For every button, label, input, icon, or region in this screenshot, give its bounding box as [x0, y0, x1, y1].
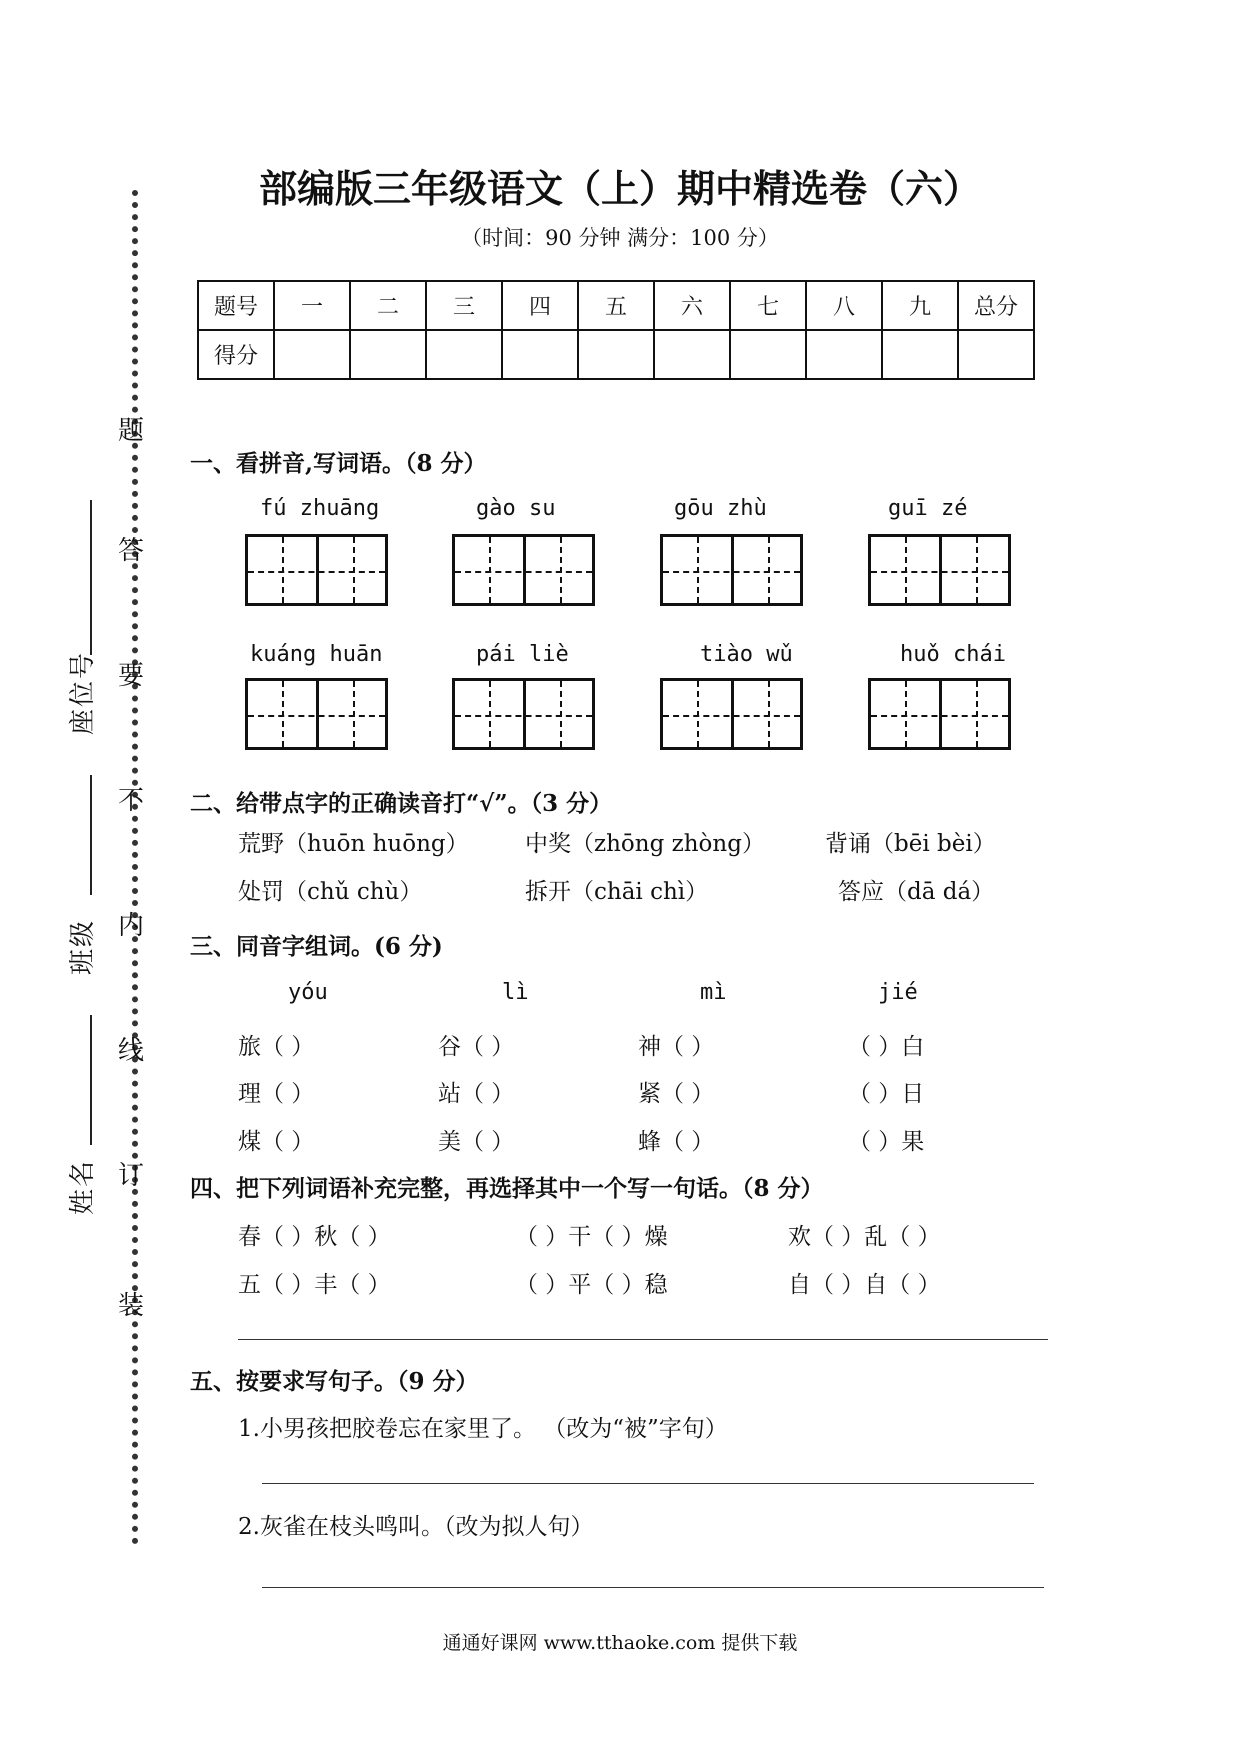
dotted-char: 背	[825, 831, 848, 857]
idiom-blank[interactable]: （ ）干（ ）燥	[515, 1224, 668, 1250]
notice-char: 装	[118, 1291, 147, 1321]
idiom-blank[interactable]: 欢（ ）乱（ ）	[788, 1224, 941, 1250]
writing-grid[interactable]	[452, 534, 595, 606]
score-cell[interactable]	[958, 330, 1034, 379]
score-header-cell: 八	[806, 281, 882, 330]
word-blank[interactable]: （ ）白	[848, 1034, 925, 1060]
section-5-title: 五、按要求写句子。（9 分）	[190, 1368, 479, 1395]
word-blank[interactable]: 煤（ ）	[238, 1129, 315, 1155]
writing-grid[interactable]	[245, 534, 388, 606]
choice-text: 罚（chǔ chù）	[261, 879, 423, 905]
choice-text: 应（dā dá）	[861, 879, 995, 905]
score-cell[interactable]	[502, 330, 578, 379]
pinyin-prompt: gōu zhù	[674, 496, 767, 521]
pinyin-label: lì	[502, 980, 529, 1005]
score-header-cell: 总分	[958, 281, 1034, 330]
choice-char: 诵	[848, 831, 871, 857]
question-2: 2.灰雀在枝头鸣叫。（改为拟人句）	[238, 1514, 594, 1540]
class-line[interactable]	[90, 775, 92, 895]
score-header-cell: 题号	[198, 281, 274, 330]
notice-char: 题	[118, 416, 147, 446]
idiom-blank[interactable]: （ ）平（ ）稳	[515, 1272, 668, 1298]
question-1: 1.小男孩把胶卷忘在家里了。 （改为“被”字句）	[238, 1416, 728, 1442]
writing-grid[interactable]	[245, 678, 388, 750]
notice-char: 线	[118, 1036, 147, 1066]
idiom-blank[interactable]: 自（ ）自（ ）	[788, 1272, 941, 1298]
seat-number-label: 座位号	[68, 650, 98, 735]
writing-grid[interactable]	[660, 678, 803, 750]
choice-text: 奖（zhōng zhòng）	[548, 831, 765, 857]
dotted-char: 拆	[525, 879, 548, 905]
section-3-title: 三、同音字组词。(6 分)	[190, 933, 443, 960]
idiom-blank[interactable]: 五（ ）丰（ ）	[238, 1272, 391, 1298]
writing-grid[interactable]	[868, 534, 1011, 606]
score-header-cell: 七	[730, 281, 806, 330]
page-title: 部编版三年级语文（上）期中精选卷（六）	[258, 166, 981, 211]
word-blank[interactable]: 旅（ ）	[238, 1034, 315, 1060]
name-label: 姓名	[68, 1158, 98, 1215]
pinyin-prompt: pái liè	[476, 642, 569, 667]
choice-text: （bēi bèi）	[871, 831, 996, 857]
pinyin-prompt: guī zé	[888, 496, 968, 521]
score-header-cell: 六	[654, 281, 730, 330]
reading-choice[interactable]	[525, 825, 765, 858]
seat-number-line[interactable]	[90, 500, 92, 655]
word-blank[interactable]: 神（ ）	[638, 1034, 715, 1060]
score-cell[interactable]	[730, 330, 806, 379]
writing-grid[interactable]	[660, 534, 803, 606]
word-blank[interactable]: 美（ ）	[438, 1129, 515, 1155]
sentence-answer-line[interactable]	[238, 1339, 1048, 1340]
choice-text: 开（chāi chì）	[548, 879, 709, 905]
score-cell[interactable]	[350, 330, 426, 379]
section-1-title: 一、看拼音,写词语。（8 分）	[190, 450, 487, 477]
reading-choice[interactable]	[525, 873, 708, 906]
notice-char: 订	[118, 1161, 147, 1191]
idiom-blank[interactable]: 春（ ）秋（ ）	[238, 1224, 391, 1250]
score-header-cell: 一	[274, 281, 350, 330]
writing-grid[interactable]	[868, 678, 1011, 750]
dotted-char: 答	[838, 879, 861, 905]
word-blank[interactable]: 站（ ）	[438, 1081, 515, 1107]
score-header-cell: 五	[578, 281, 654, 330]
score-header-cell: 四	[502, 281, 578, 330]
word-blank[interactable]: （ ）果	[848, 1129, 925, 1155]
answer-line-2[interactable]	[262, 1587, 1044, 1588]
section-2-title: 二、给带点字的正确读音打“√”。（3 分）	[190, 790, 613, 817]
reading-choice[interactable]	[238, 873, 422, 906]
word-blank[interactable]: 谷（ ）	[438, 1034, 515, 1060]
pinyin-label: yóu	[288, 980, 328, 1005]
pinyin-prompt: kuáng huān	[250, 642, 383, 667]
reading-choice[interactable]	[825, 825, 996, 858]
pinyin-prompt: fú zhuāng	[260, 496, 380, 521]
score-cell[interactable]	[578, 330, 654, 379]
notice-char: 答	[118, 536, 147, 566]
answer-line-1[interactable]	[262, 1483, 1034, 1484]
footer-source: 通通好课网 www.tthaoke.com 提供下载	[442, 1632, 798, 1654]
reading-choice[interactable]	[838, 873, 994, 906]
dotted-char: 中	[525, 831, 548, 857]
exam-info: （时间：90 分钟 满分：100 分）	[461, 226, 779, 250]
score-header-cell: 九	[882, 281, 958, 330]
score-cell[interactable]	[882, 330, 958, 379]
score-cell[interactable]	[426, 330, 502, 379]
score-table	[197, 280, 1035, 380]
score-cell[interactable]	[806, 330, 882, 379]
score-header-cell: 二	[350, 281, 426, 330]
notice-char: 不	[118, 786, 147, 816]
pinyin-label: jié	[878, 980, 918, 1005]
name-line[interactable]	[90, 1015, 92, 1145]
section-4-title: 四、把下列词语补充完整，再选择其中一个写一句话。（8 分）	[190, 1175, 824, 1202]
writing-grid[interactable]	[452, 678, 595, 750]
score-cell[interactable]	[274, 330, 350, 379]
binding-dotted-line	[132, 190, 138, 1545]
score-row-label: 得分	[198, 330, 274, 379]
notice-char: 要	[118, 661, 147, 691]
score-cell[interactable]	[654, 330, 730, 379]
word-blank[interactable]: 紧（ ）	[638, 1081, 715, 1107]
pinyin-prompt: huǒ chái	[900, 642, 1006, 667]
word-blank[interactable]: 理（ ）	[238, 1081, 315, 1107]
pinyin-prompt: tiào wǔ	[700, 642, 793, 667]
class-label: 班级	[68, 918, 98, 975]
word-blank[interactable]: （ ）日	[848, 1081, 925, 1107]
pinyin-prompt: gào su	[476, 496, 556, 521]
dotted-char: 荒	[238, 831, 261, 857]
word-blank[interactable]: 蜂（ ）	[638, 1129, 715, 1155]
score-header-cell: 三	[426, 281, 502, 330]
choice-text: 野（huōn huōng）	[261, 831, 469, 857]
dotted-char: 处	[238, 879, 261, 905]
reading-choice[interactable]	[238, 825, 469, 858]
notice-char: 内	[118, 911, 147, 941]
pinyin-label: mì	[700, 980, 727, 1005]
